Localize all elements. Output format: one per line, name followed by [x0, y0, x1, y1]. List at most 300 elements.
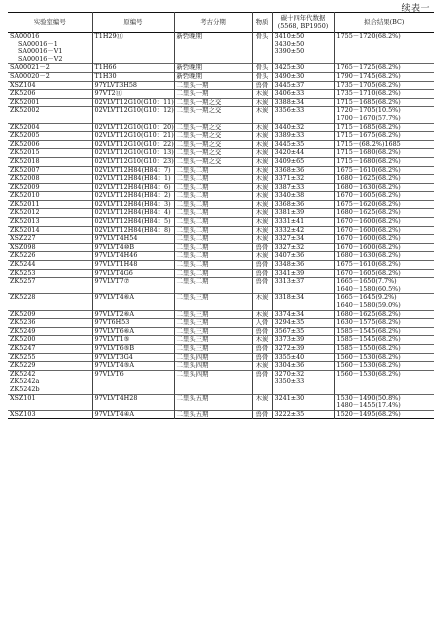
cell-c14: [272, 183, 334, 192]
cell-c14-line: 3381±39: [274, 208, 305, 217]
cell-orig-id-line: 02VLVT12G10(G10：11): [94, 98, 174, 106]
cell-c14-line: 3406±33: [274, 89, 305, 98]
cell-orig-id: [92, 175, 174, 184]
cell-phase-line: 二里头二期: [176, 217, 209, 226]
cell-c14: [272, 278, 334, 294]
cell-phase-line: 新砦晚期: [176, 32, 203, 40]
table-row: [8, 278, 434, 294]
cell-lab-id-line: ZK5242: [10, 370, 36, 378]
cell-phase: [174, 336, 252, 345]
cell-phase: [174, 243, 252, 252]
cell-calibrated: [334, 394, 434, 410]
cell-lab-id: [8, 294, 92, 310]
cell-c14-line: 3409±65: [274, 157, 305, 165]
cell-phase-line: 二里头三期: [176, 344, 209, 352]
cell-calibrated: [334, 344, 434, 353]
table-row: [8, 33, 434, 64]
cell-phase-line: 二里头三期: [176, 327, 209, 335]
cell-orig-id: [92, 140, 174, 149]
cell-orig-id-line: 97VLVT4④A: [94, 410, 135, 418]
cell-orig-id-line: 97VLVT4H54: [94, 234, 138, 243]
cell-calibrated-line: 1670－1605(68.2%): [336, 269, 401, 277]
cell-material: 兽骨: [252, 327, 272, 336]
cell-lab-id: [8, 252, 92, 261]
cell-lab-id: [8, 344, 92, 353]
cell-calibrated-line: 1675－1610(68.2%): [336, 166, 401, 174]
cell-calibrated-line: 1680－1625(68.2%): [336, 208, 401, 217]
header-c14-line1: 碳十四年代数据: [280, 13, 326, 22]
cell-c14: [272, 336, 334, 345]
cell-c14: [272, 200, 334, 209]
cell-phase: [174, 261, 252, 270]
cell-orig-id-line: 02VLVT12G10(G10：23): [94, 157, 174, 165]
cell-calibrated: [334, 278, 434, 294]
cell-material: 木炭: [252, 394, 272, 410]
table-row: [8, 98, 434, 107]
header-lab-id: 实验室编号: [33, 17, 66, 26]
cell-c14: [272, 243, 334, 252]
cell-lab-id: [8, 132, 92, 141]
cell-c14: [272, 132, 334, 141]
cell-material: 木炭: [252, 157, 272, 166]
cell-calibrated-line: 1670－1600(68.2%): [336, 234, 401, 243]
cell-orig-id-line: 97VLVT6⑤B: [94, 344, 135, 352]
cell-orig-id-line: 02VLVT12G10(G10：20): [94, 123, 174, 131]
cell-phase-line: 二里头四期: [176, 353, 209, 361]
cell-lab-id-line: ZK52013: [10, 217, 40, 226]
cell-calibrated: [334, 362, 434, 371]
cell-c14: [272, 394, 334, 410]
cell-material: 木炭: [252, 200, 272, 209]
cell-calibrated-line: 1675－1610(68.2%): [336, 260, 401, 269]
cell-orig-id: [92, 192, 174, 201]
cell-phase: [174, 278, 252, 294]
cell-orig-id-line: 02VLVT12H84(H84：1): [94, 174, 171, 183]
cell-c14: [272, 64, 334, 73]
cell-lab-id: [8, 123, 92, 132]
cell-phase-line: 二里头五期: [176, 394, 209, 402]
table-row: [8, 394, 434, 410]
cell-lab-id-line: ZK5255: [10, 353, 36, 361]
cell-lab-id-line: SA00016: [10, 32, 40, 40]
cell-orig-id-line: 97VLVT3G4: [94, 353, 133, 361]
cell-lab-id-line: ZK5226: [10, 251, 36, 260]
cell-calibrated-line: 1715－1675(68.2%): [336, 131, 401, 140]
cell-phase: [174, 132, 252, 141]
cell-lab-id-line: ZK5209: [10, 310, 36, 318]
cell-material: 木炭: [252, 140, 272, 149]
cell-lab-id-line: ZK52014: [10, 226, 40, 234]
cell-calibrated-line: 1560－1530(68.2%): [336, 370, 401, 378]
cell-phase: [174, 269, 252, 278]
table-row: [8, 319, 434, 328]
cell-phase: [174, 370, 252, 394]
cell-material: 木炭: [252, 132, 272, 141]
cell-material: 兽骨: [252, 269, 272, 278]
cell-orig-id: [92, 200, 174, 209]
cell-calibrated: [334, 319, 434, 328]
cell-orig-id: [92, 327, 174, 336]
cell-phase-line: 二里头二期: [176, 166, 209, 174]
cell-calibrated: [334, 149, 434, 158]
cell-material: 兽骨: [252, 344, 272, 353]
table-row: [8, 235, 434, 244]
cell-lab-id: [8, 157, 92, 166]
cell-lab-id: [8, 218, 92, 227]
cell-orig-id: [92, 344, 174, 353]
cell-phase: [174, 166, 252, 175]
cell-calibrated-line: 1755－1720(68.2%): [336, 32, 401, 40]
cell-orig-id-line: T1H29⑪: [94, 32, 123, 40]
cell-calibrated: [334, 123, 434, 132]
cell-lab-id: [8, 319, 92, 328]
cell-lab-id-line: ZK5242b: [10, 384, 40, 393]
table-row: [8, 252, 434, 261]
cell-phase: [174, 81, 252, 90]
cell-calibrated: [334, 252, 434, 261]
cell-phase-line: 二里头二期: [176, 243, 209, 251]
cell-lab-id: [8, 336, 92, 345]
cell-phase-line: 二里头四期: [176, 361, 209, 370]
cell-c14: [272, 235, 334, 244]
cell-material: 骨头: [252, 33, 272, 64]
cell-orig-id: [92, 132, 174, 141]
cell-c14: [272, 344, 334, 353]
cell-material: 兽骨: [252, 261, 272, 270]
cell-lab-id-line: ZK52015: [10, 148, 40, 157]
cell-material: 骨头: [252, 72, 272, 81]
cell-calibrated: [334, 166, 434, 175]
cell-c14-line: 3387±33: [274, 183, 305, 191]
cell-orig-id: [92, 98, 174, 107]
cell-c14-line: 3222±35: [274, 410, 305, 418]
cell-calibrated-line: 1480－1455(17.4%): [336, 401, 401, 410]
table-row: [8, 72, 434, 81]
cell-lab-id-line: ZK52009: [10, 183, 40, 191]
table-body: [8, 33, 434, 419]
cell-c14-line: 3445±35: [274, 140, 305, 148]
cell-calibrated-line: 1675－1620(68.2%): [336, 200, 401, 208]
cell-phase-line: 二里头四期: [176, 370, 209, 378]
cell-orig-id: [92, 81, 174, 90]
cell-c14: [272, 192, 334, 201]
cell-lab-id-line: ZK52001: [10, 98, 40, 106]
cell-c14-line: 3373±39: [274, 335, 305, 344]
cell-material: 人骨: [252, 319, 272, 328]
cell-orig-id: [92, 123, 174, 132]
cell-c14: [272, 261, 334, 270]
table-row: [8, 132, 434, 141]
cell-calibrated: [334, 90, 434, 99]
cell-calibrated-line: 1560－1530(68.2%): [336, 361, 401, 370]
cell-orig-id-line: 97VT6H53: [94, 318, 130, 327]
cell-material: 木炭: [252, 336, 272, 345]
cell-calibrated-line: 1665－1645(9.2%): [336, 293, 397, 302]
cell-phase-line: 二里头二期: [176, 200, 209, 208]
cell-lab-id-line: ZK52011: [10, 200, 40, 208]
cell-lab-id: [8, 72, 92, 81]
cell-lab-id: [8, 200, 92, 209]
cell-calibrated: [334, 140, 434, 149]
cell-lab-id-line: ZK52006: [10, 140, 40, 148]
cell-lab-id: [8, 226, 92, 235]
cell-orig-id: [92, 294, 174, 310]
cell-material: 木炭: [252, 90, 272, 99]
cell-calibrated: [334, 209, 434, 218]
cell-calibrated: [334, 370, 434, 394]
table-row: [8, 209, 434, 218]
cell-orig-id: [92, 243, 174, 252]
cell-lab-id: [8, 327, 92, 336]
cell-orig-id-line: T1H66: [94, 63, 117, 72]
cell-c14-line: 3332±42: [274, 226, 305, 234]
table-row: [8, 149, 434, 158]
cell-lab-id-line: ZK52007: [10, 166, 40, 174]
cell-c14-line: 3313±37: [274, 277, 305, 286]
cell-c14-line: 3348±36: [274, 260, 305, 269]
cell-orig-id: [92, 319, 174, 328]
cell-orig-id: [92, 394, 174, 410]
cell-c14-line: 3368±36: [274, 166, 305, 174]
cell-c14: [272, 310, 334, 319]
cell-calibrated: [334, 269, 434, 278]
cell-lab-id-line: SA00016－1: [18, 39, 58, 48]
cell-material: 木炭: [252, 98, 272, 107]
cell-lab-id: [8, 166, 92, 175]
cell-calibrated: [334, 98, 434, 107]
cell-material: 兽骨: [252, 410, 272, 419]
cell-orig-id: [92, 269, 174, 278]
cell-material: 木炭: [252, 310, 272, 319]
cell-calibrated: [334, 336, 434, 345]
cell-orig-id-line: 97VLVT2⑥A: [94, 310, 135, 318]
cell-phase-line: 新砦晚期: [176, 72, 203, 80]
cell-phase: [174, 33, 252, 64]
cell-phase: [174, 226, 252, 235]
cell-material: 木炭: [252, 123, 272, 132]
cell-orig-id-line: 02VLVT12H84(H84：6): [94, 183, 171, 191]
cell-phase-line: 二里头三期: [176, 293, 209, 302]
cell-phase: [174, 344, 252, 353]
header-c14-line2: (5568, BP1950): [277, 21, 329, 30]
cell-c14: [272, 166, 334, 175]
cell-phase: [174, 252, 252, 261]
cell-calibrated: [334, 81, 434, 90]
cell-orig-id: [92, 218, 174, 227]
cell-calibrated: [334, 33, 434, 64]
cell-calibrated: [334, 132, 434, 141]
cell-c14: [272, 149, 334, 158]
cell-orig-id-line: 02VLVT12H84(H84：3): [94, 200, 171, 208]
cell-phase-line: 二里头一期: [176, 89, 209, 98]
cell-lab-id-line: ZK5229: [10, 361, 36, 370]
cell-calibrated: [334, 261, 434, 270]
cell-c14-line: 3304±36: [274, 361, 305, 370]
cell-orig-id-line: 97VT2⑪: [94, 89, 122, 98]
cell-calibrated-line: 1680－1625(68.2%): [336, 310, 401, 318]
cell-c14-line: 3340±38: [274, 191, 305, 200]
cell-lab-id: [8, 269, 92, 278]
cell-lab-id-line: SA00020－2: [10, 72, 50, 80]
cell-orig-id: [92, 157, 174, 166]
cell-c14-line: 3270±32: [274, 370, 305, 378]
cell-lab-id: [8, 209, 92, 218]
cell-phase: [174, 140, 252, 149]
cell-orig-id-line: 97VLVT4⑩B: [94, 243, 135, 251]
cell-c14: [272, 319, 334, 328]
cell-orig-id-line: 02VLVT12H84(H84：8): [94, 226, 171, 234]
cell-orig-id: [92, 209, 174, 218]
table-row: [8, 261, 434, 270]
table-row: [8, 157, 434, 166]
cell-lab-id-line: XSZ098: [10, 243, 36, 251]
cell-phase-line: 二里头一期之交: [176, 123, 222, 131]
table-row: [8, 353, 434, 362]
cell-calibrated-line: 1715－(68.2%)1685: [336, 140, 401, 148]
cell-orig-id-line: 97VLVT6⑥A: [94, 327, 135, 335]
cell-c14: [272, 294, 334, 310]
cell-lab-id-line: ZK5206: [10, 89, 36, 98]
cell-phase: [174, 294, 252, 310]
cell-phase-line: 二里头一期: [176, 81, 209, 89]
cell-calibrated: [334, 294, 434, 310]
cell-lab-id: [8, 140, 92, 149]
cell-lab-id: [8, 243, 92, 252]
cell-c14: [272, 410, 334, 419]
cell-c14: [272, 327, 334, 336]
cell-calibrated: [334, 157, 434, 166]
cell-lab-id-line: ZK52010: [10, 191, 40, 200]
cell-c14: [272, 157, 334, 166]
cell-phase-line: 二里头二期: [176, 234, 209, 243]
cell-c14-line: 3356±33: [274, 106, 305, 115]
cell-c14: [272, 269, 334, 278]
cell-phase: [174, 192, 252, 201]
cell-orig-id: [92, 310, 174, 319]
cell-phase: [174, 107, 252, 123]
cell-phase-line: 新砦晚期: [176, 63, 203, 72]
cell-phase: [174, 209, 252, 218]
cell-calibrated-line: 1735－1705(68.2%): [336, 81, 401, 89]
cell-orig-id-line: 02VLVT12H84(H84：7): [94, 166, 171, 174]
table-header: [8, 13, 434, 33]
cell-phase-line: 二里头二期: [176, 208, 209, 217]
cell-calibrated-line: 1735－1710(68.2%): [336, 89, 401, 98]
cell-lab-id-line: XSZ104: [10, 81, 36, 89]
cell-phase: [174, 183, 252, 192]
cell-c14-line: 3374±34: [274, 310, 305, 318]
cell-lab-id-line: XSZ227: [10, 234, 36, 243]
table-row: [8, 175, 434, 184]
cell-orig-id: [92, 278, 174, 294]
cell-c14-line: 3327±34: [274, 234, 305, 243]
cell-phase: [174, 157, 252, 166]
cell-c14-line: 3567±35: [274, 327, 305, 335]
cell-c14-line: 3407±36: [274, 251, 305, 260]
cell-phase-line: 二里头二期: [176, 269, 209, 277]
cell-phase-line: 二里头一期之交: [176, 157, 222, 165]
cell-c14-line: 3390±50: [274, 47, 305, 56]
cell-orig-id: [92, 353, 174, 362]
cell-lab-id: [8, 310, 92, 319]
cell-orig-id: [92, 183, 174, 192]
cell-orig-id: [92, 72, 174, 81]
cell-orig-id: [92, 336, 174, 345]
cell-calibrated-line: 1585－1550(68.2%): [336, 344, 401, 352]
cell-calibrated-line: 1670－1600(68.2%): [336, 243, 401, 251]
cell-phase: [174, 327, 252, 336]
cell-c14-line: 3371±32: [274, 174, 305, 183]
cell-calibrated: [334, 200, 434, 209]
cell-orig-id-line: 97VLVT4⑥A: [94, 293, 135, 302]
cell-material: 木炭: [252, 252, 272, 261]
cell-material: 木炭: [252, 209, 272, 218]
cell-phase-line: 二里头一期之交: [176, 98, 222, 106]
cell-lab-id: [8, 90, 92, 99]
cell-lab-id: [8, 98, 92, 107]
cell-lab-id: [8, 192, 92, 201]
cell-phase: [174, 175, 252, 184]
cell-calibrated-line: 1715－1685(68.2%): [336, 98, 401, 106]
cell-orig-id: [92, 226, 174, 235]
cell-lab-id-line: ZK52002: [10, 106, 40, 115]
cell-c14-line: 3331±41: [274, 217, 305, 226]
cell-phase: [174, 319, 252, 328]
radiocarbon-table: [8, 12, 434, 419]
cell-calibrated-line: 1665－1650(7.7%): [336, 277, 397, 286]
cell-orig-id-line: 02VLVT12H84(H84：5): [94, 217, 171, 226]
cell-material: 兽骨: [252, 243, 272, 252]
cell-c14: [272, 226, 334, 235]
cell-lab-id-line: ZK52005: [10, 131, 40, 140]
cell-phase: [174, 235, 252, 244]
cell-orig-id-line: 02VLVT12G10(G10：22): [94, 140, 174, 148]
cell-calibrated-line: 1680－1625(68.2%): [336, 174, 401, 183]
cell-orig-id-line: 02VLVT12G10(G10：21): [94, 131, 174, 140]
cell-c14: [272, 90, 334, 99]
cell-calibrated-line: 1680－1630(68.2%): [336, 251, 401, 260]
cell-calibrated: [334, 353, 434, 362]
cell-lab-id: [8, 394, 92, 410]
cell-orig-id: [92, 261, 174, 270]
table-row: [8, 81, 434, 90]
cell-calibrated-line: 1670－1600(68.2%): [336, 217, 401, 226]
cell-orig-id-line: 97VLVT4H46: [94, 251, 138, 260]
cell-material: 木炭: [252, 218, 272, 227]
table-row: [8, 362, 434, 371]
cell-lab-id: [8, 410, 92, 419]
table-row: [8, 192, 434, 201]
cell-material: 骨头: [252, 64, 272, 73]
cell-lab-id: [8, 235, 92, 244]
cell-calibrated-line: 1670－1600(68.2%): [336, 226, 401, 234]
cell-material: 木炭: [252, 175, 272, 184]
cell-calibrated: [334, 327, 434, 336]
cell-lab-id: [8, 261, 92, 270]
cell-orig-id: [92, 410, 174, 419]
cell-orig-id-line: 02VLVT12G10(G10：13): [94, 148, 174, 157]
cell-calibrated-line: 1585－1545(68.2%): [336, 327, 401, 335]
cell-c14: [272, 370, 334, 394]
cell-c14: [272, 123, 334, 132]
cell-c14: [272, 218, 334, 227]
cell-calibrated-line: 1700－1670(57.7%): [336, 113, 401, 122]
cell-calibrated-line: 1680－1630(68.2%): [336, 183, 401, 191]
cell-lab-id: [8, 362, 92, 371]
cell-c14: [272, 353, 334, 362]
cell-orig-id: [92, 166, 174, 175]
cell-calibrated-line: 1715－1680(68.2%): [336, 148, 401, 157]
